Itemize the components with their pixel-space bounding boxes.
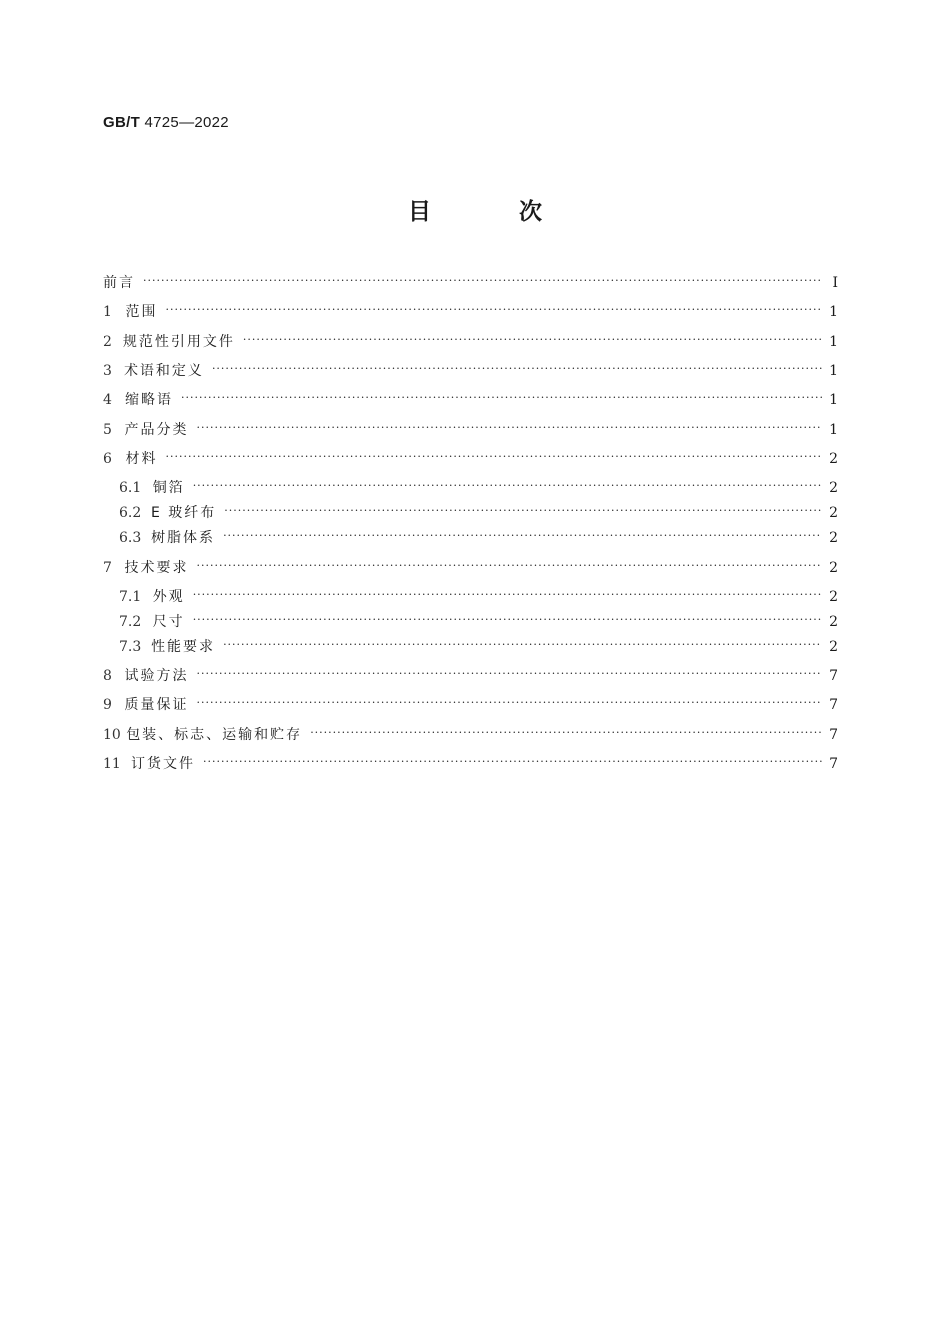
- toc-entry-number: 11: [103, 756, 121, 772]
- toc-entry-page-number: 7: [829, 668, 838, 684]
- toc-entry-title: 性能要求: [151, 639, 216, 655]
- toc-entry-leader-dots: [196, 421, 822, 434]
- toc-entry-title: 规范性引用文件: [122, 334, 235, 350]
- toc-entry[interactable]: [103, 331, 838, 351]
- toc-entry[interactable]: [103, 419, 838, 439]
- toc-entry-number: 4: [103, 392, 112, 408]
- toc-entry-leader-dots: [243, 333, 822, 346]
- toc-entry[interactable]: [103, 636, 838, 656]
- toc-entry-leader-dots: [223, 638, 822, 651]
- toc-entry-leader-dots: [193, 479, 822, 492]
- toc-entry-leader-dots: [193, 588, 822, 601]
- toc-entry-title: 缩略语: [125, 392, 173, 408]
- toc-entry[interactable]: [103, 665, 838, 685]
- toc-entry-page-number: 1: [829, 422, 838, 438]
- toc-entry[interactable]: [103, 724, 838, 744]
- toc-entry-page-number: 2: [829, 451, 838, 467]
- standard-number: 4725—2022: [144, 114, 229, 131]
- toc-entry-page-number: 1: [829, 363, 838, 379]
- toc-entry[interactable]: [103, 586, 838, 606]
- toc-entry-number: 3: [103, 363, 112, 379]
- toc-entry-number: 6.1: [119, 480, 142, 496]
- toc-entry-title: 铜箔: [152, 480, 185, 496]
- toc-entry-page-number: 7: [829, 756, 838, 772]
- toc-entry-page-number: Ⅰ: [832, 275, 838, 291]
- toc-entry-leader-dots: [196, 559, 822, 572]
- toc-entry-title: 技术要求: [124, 560, 189, 576]
- toc-entry[interactable]: [103, 527, 838, 547]
- standard-code: GB/T: [103, 114, 141, 131]
- toc-entry-number: 7.1: [119, 589, 142, 605]
- toc-entry-number: 5: [103, 422, 112, 438]
- toc-entry[interactable]: [103, 502, 838, 522]
- toc-entry-title: 范围: [125, 304, 158, 320]
- toc-entry-number: 7.3: [119, 639, 142, 655]
- toc-entry-leader-dots: [203, 755, 822, 768]
- toc-entry-number: 2: [103, 334, 112, 350]
- toc-entry-leader-dots: [143, 274, 822, 287]
- toc-entry-page-number: 7: [829, 697, 838, 713]
- toc-entry-title: 试验方法: [124, 668, 189, 684]
- toc-entry-title: 材料: [125, 451, 158, 467]
- toc-entry[interactable]: [103, 694, 838, 714]
- toc-entry[interactable]: [103, 557, 838, 577]
- toc-entry-leader-dots: [223, 529, 822, 542]
- toc-entry-page-number: 7: [829, 727, 838, 743]
- toc-entry-title: 术语和定义: [123, 363, 204, 379]
- toc-entry-leader-dots: [166, 303, 822, 316]
- toc-entry[interactable]: [103, 477, 838, 497]
- toc-entry-leader-dots: [181, 391, 822, 404]
- toc-entry[interactable]: [103, 611, 838, 631]
- toc-entry[interactable]: [103, 448, 838, 468]
- toc-entry-title: 树脂体系: [151, 530, 216, 546]
- toc-entry-leader-dots: [166, 450, 822, 463]
- toc-entry-page-number: 1: [829, 334, 838, 350]
- toc-entry-page-number: 2: [829, 480, 838, 496]
- toc-entry-title: 产品分类: [124, 422, 189, 438]
- toc-entry-leader-dots: [196, 667, 822, 680]
- toc-entry-title: 前言: [103, 275, 135, 291]
- toc-entry-page-number: 2: [829, 560, 838, 576]
- toc-entry-page-number: 1: [829, 392, 838, 408]
- page-title: 目 次: [407, 199, 582, 225]
- toc-entry-title: 尺寸: [152, 614, 185, 630]
- toc-entry-number: 8: [103, 668, 112, 684]
- toc-entry[interactable]: [103, 360, 838, 380]
- toc-entry-title: 订货文件: [131, 756, 196, 772]
- toc-entry-page-number: 2: [829, 639, 838, 655]
- toc-entry-page-number: 1: [829, 304, 838, 320]
- toc-entry-page-number: 2: [829, 505, 838, 521]
- toc-entry[interactable]: [103, 753, 838, 773]
- toc-entry-leader-dots: [212, 362, 822, 375]
- toc-entry-number: 6.2: [119, 505, 142, 521]
- toc-entry[interactable]: [103, 301, 838, 321]
- toc-entry-number: 6.3: [119, 530, 142, 546]
- toc-entry-leader-dots: [196, 696, 822, 709]
- toc-entry-title: E 玻纤布: [151, 505, 217, 521]
- toc-entry-title: 外观: [152, 589, 185, 605]
- toc-entry-number: 7: [103, 560, 112, 576]
- toc-entry[interactable]: [103, 272, 838, 292]
- toc-entry-leader-dots: [193, 613, 822, 626]
- toc-entry-number: 1: [103, 304, 112, 320]
- toc-entry-title: 包装、标志、运输和贮存: [126, 727, 303, 743]
- toc-entry[interactable]: [103, 389, 838, 409]
- toc-entry-leader-dots: [310, 726, 822, 739]
- toc-entry-number: 6: [103, 451, 112, 467]
- toc-entry-leader-dots: [224, 504, 822, 517]
- toc-entry-page-number: 2: [829, 614, 838, 630]
- toc-entry-title: 质量保证: [124, 697, 189, 713]
- toc-entry-page-number: 2: [829, 589, 838, 605]
- toc-entry-number: 9: [103, 697, 112, 713]
- toc-entry-page-number: 2: [829, 530, 838, 546]
- standard-number-header: [103, 114, 229, 131]
- toc-entry-number: 7.2: [119, 614, 142, 630]
- toc-entry-number: 10: [103, 727, 121, 743]
